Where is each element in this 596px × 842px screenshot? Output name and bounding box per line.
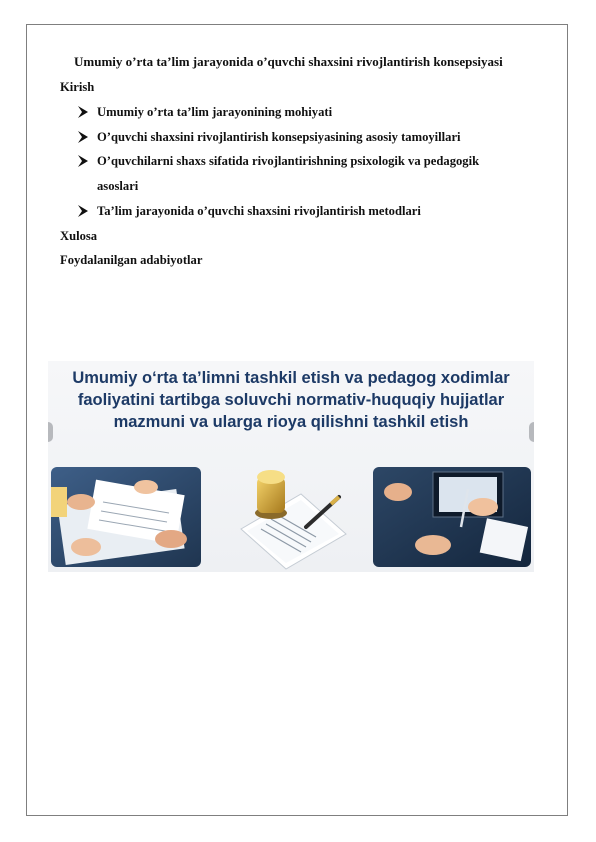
banner-title (48, 367, 534, 433)
business-documents-photo (51, 467, 201, 567)
conclusion-heading: Xulosa (60, 229, 98, 243)
document-title: Umumiy o’rta ta’lim jarayonida o’quvchi shaxsini rivojlantirish konsepsiyasi (74, 54, 503, 69)
toc-item-4: Ta’lim jarayonida o’quvchi shaxsini rivojlantirish metodlari (97, 204, 421, 218)
slider-next-icon[interactable] (529, 422, 534, 442)
toc-item-3-continuation: asoslari (97, 179, 139, 193)
banner-image (48, 361, 534, 572)
intro-heading: Kirish (60, 80, 95, 94)
banner-title-line-3: mazmuni va ularga rioya qilishni tashkil etish (113, 413, 469, 431)
stamp-and-contract-illustration (231, 459, 351, 571)
banner-title-line-2: faoliyatini tartibga soluvchi normativ-huquqiy hujjatlar (77, 391, 505, 409)
banner-title-line-1: Umumiy o‘rta ta’limni tashkil etish va pedagog xodimlar (72, 369, 510, 387)
toc-item-3: O’quvchilarni shaxs sifatida rivojlantirishning psixologik va pedagogik (97, 154, 480, 168)
arrow-bullet-icon (77, 131, 89, 143)
toc-item-2: O’quvchi shaxsini rivojlantirish konsepsiyasining asosiy tamoyillari (97, 130, 461, 144)
business-meeting-photo (373, 467, 531, 567)
slider-prev-icon[interactable] (48, 422, 53, 442)
arrow-bullet-icon (77, 205, 89, 217)
references-heading: Foydalanilgan adabiyotlar (60, 253, 203, 267)
arrow-bullet-icon (77, 155, 89, 167)
toc-item-1: Umumiy o’rta ta’lim jarayonining mohiyati (97, 105, 333, 119)
arrow-bullet-icon (77, 106, 89, 118)
